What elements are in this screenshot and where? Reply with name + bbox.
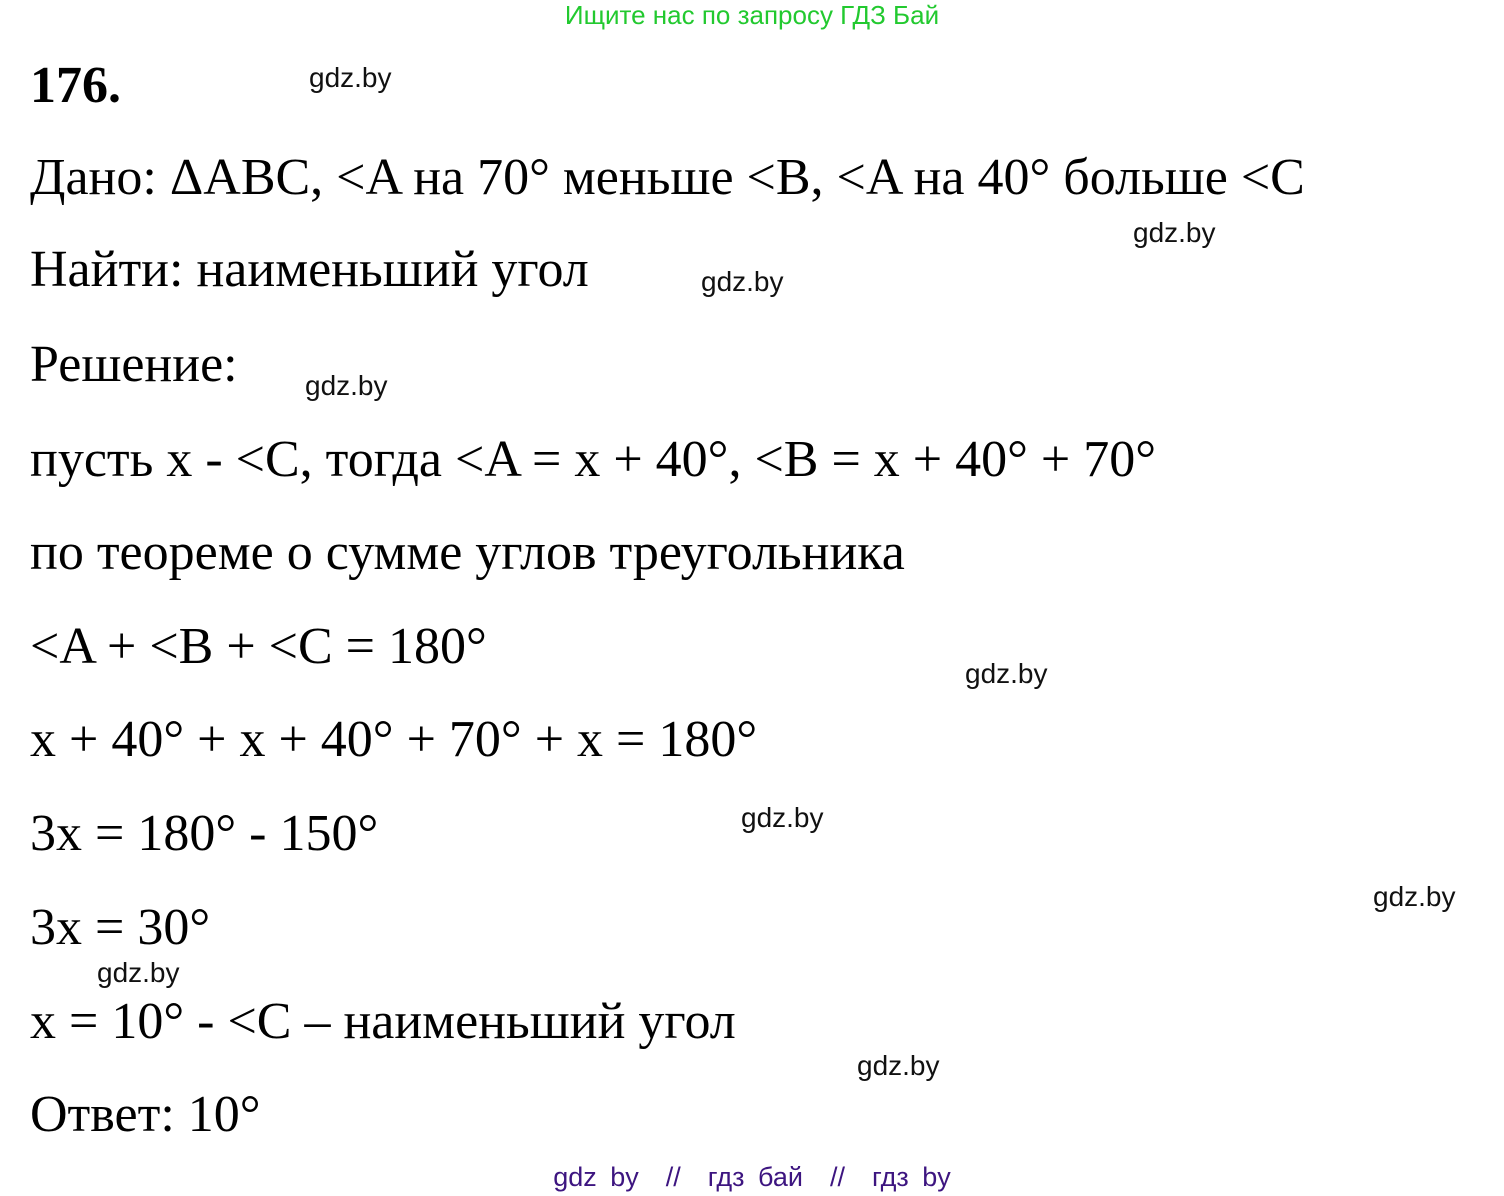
solution-line: <A + <B + <C = 180° xyxy=(30,618,487,675)
solution-line: 3x = 30° xyxy=(30,899,211,956)
watermark: gdz.by xyxy=(1373,881,1456,912)
watermark: gdz.by xyxy=(965,658,1048,689)
watermark: gdz.by xyxy=(701,266,784,297)
find-line: Найти: наименьший угол xyxy=(30,241,589,298)
watermark: gdz.by xyxy=(305,370,388,401)
watermark: gdz.by xyxy=(741,802,824,833)
problem-number: 176. xyxy=(30,57,121,114)
given-line: Дано: ΔABC, <A на 70° меньше <B, <A на 40° больше <C xyxy=(30,149,1305,206)
solution-line: 3x = 180° - 150° xyxy=(30,805,379,862)
solution-line: x = 10° - <C – наименьший угол xyxy=(30,993,736,1050)
answer-line: Ответ: 10° xyxy=(30,1086,261,1143)
solution-heading: Решение: xyxy=(30,336,238,393)
solution-line: x + 40° + x + 40° + 70° + x = 180° xyxy=(30,711,758,768)
solution-line: пусть x - <C, тогда <A = x + 40°, <B = x + 40° + 70° xyxy=(30,431,1157,488)
watermark: gdz.by xyxy=(309,62,392,93)
watermark: gdz.by xyxy=(857,1050,940,1081)
search-notice: Ищите нас по запросу ГДЗ Бай xyxy=(564,0,940,30)
solution-line: по теореме о сумме углов треугольника xyxy=(30,524,905,581)
watermark: gdz.by xyxy=(1133,217,1216,248)
footer-links: gdz by // гдз бай // гдз by xyxy=(553,1162,951,1192)
watermark: gdz.by xyxy=(97,957,180,988)
